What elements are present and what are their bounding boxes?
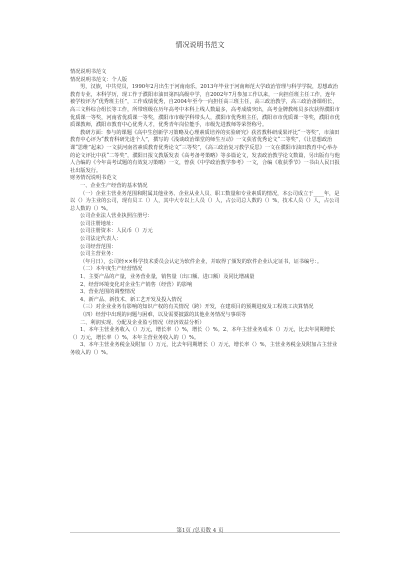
section-heading: 财务情况说明书范文 — [70, 175, 117, 182]
paragraph: 公司注册资本：人民币（）万元 — [80, 228, 153, 235]
paragraph: 公司经营范围： — [80, 243, 117, 250]
paragraph: 情况说明书范文：个人版 — [70, 76, 128, 83]
paragraph: 3、本年主营业务税金及附加（）万元，比去年同期增长（）万元，增长率（）%，主营业务税金及附加占主营业务收入的（）%。 — [70, 342, 338, 356]
document-title: 情况说明书范文 — [175, 41, 225, 49]
paragraph: 公司主营业务： — [80, 251, 117, 258]
paragraph: （年月日），公司经××科学技术委员会认定为软件企业，并取得了颁发的软件企业认定证书，证书编号：。 — [80, 258, 323, 265]
section-heading: （四）经营中出现的问题与困难，以及需要披露的其他业务情况与事项等 — [80, 312, 247, 318]
section-heading: （二）本年度生产经营情况 — [80, 266, 143, 273]
paragraph: 教研方面：参与的课题《高中生创新学习策略及心理素质培养的实验研究》获省教科研成果评比“一等奖”，市油田教育中心评为“教育科研先进个人”，撰写的《浅谈政治课堂的师生互动》一文获省优秀论文“二等奖”，《让思想政治课“思维”起来》一文获河南省素质教育优秀论文“三等奖”，《高三政治复习教学反思》一文在濮阳市油田教育中心举办的论文评比中获“二等奖”，濮阳日报文教版发表《高考备考策略》等多篇论文，发表政治教学论文数篇，另出版有与他人合编的《今年高考试题的有效复习策略》一文，曾获《中学政治教学参考》一文，合编《收获季节》一书由人民日报社出版发行。 — [70, 129, 340, 174]
section-heading: 一、企业生产经营的基本情况 — [80, 182, 148, 189]
section-heading: 二、利润实现、分配及企业盈亏情况（经济效益分析） — [80, 319, 205, 326]
page-footer: 第1页 /总页数 4 页 — [176, 528, 224, 534]
paragraph: 2、经营环境变化对企业生产销售（经营）的影响 — [80, 281, 193, 288]
document-body — [70, 69, 340, 358]
paragraph: 4、新产品、新技术、新工艺开发及投入情况 — [80, 296, 182, 303]
paragraph: 1、主要产品的产量，业务营业量，销售量（出口额、进口额）及同比增减量 — [80, 274, 255, 281]
paragraph: 1、本年主营业务收入（）万元，增长率（）%，增长（）%。2、本年主营业务成本（）万元，比去年同期增长（）万元，增长率（）%，本年主营业务收入的（）%。 — [70, 327, 336, 341]
paragraph: 公司法定代表人： — [80, 236, 122, 243]
paragraph: 男，汉族，中共党员，1990年2月出生于河南南乐，2013年毕业于河南师范大学政治管理与科学学院，思想政治教育专业，本科学历，现工作于濮阳市油田第四高级中学，自2002年7月参加工作以来，一向担任班主任工作，连年被学校评为“优秀班主任”，工作成绩优秀，自2004年至今一向担任高三班主任，高三政治教学，高三政治备课组长，高三文科综合组长等工作，所带班级在历年高考中本科上线人数最多，高考成绩突出，高考金牌教练员多次获得濮阳市优质课一等奖，河南省优质课一等奖，濮阳市市级学科带头人，濮阳市优秀班主任，濮阳市市优质课一等奖，濮阳市优质课教师，濮阳市教育中心优秀人才，优秀青年岗位能手，市级先进教师等荣誉称号。 — [70, 84, 340, 129]
paragraph: 公司注册地址： — [80, 220, 117, 227]
paragraph: 情况说明书范文 — [70, 69, 107, 75]
paragraph: 3、营业范围的调整情况 — [80, 289, 136, 296]
section-heading: （三）对企业业务有影响的知识产权的有关情况（跨）开发，在建项目的预期进度及工程竣工决算情况 — [80, 304, 314, 311]
paragraph: （一）企业主营业务范围和附属其他业务、企业从业人员、职工数量和专业素质的情况，本公司成立于____年，是以（）为主业的公司，现有员工（）人，其中大专以上人员（）人，占公司总人数的（）%，技术人员（）人，占公司总人数的（）%。 — [70, 190, 340, 212]
paragraph: 公司企业法人营业执照注册号： — [80, 213, 153, 220]
